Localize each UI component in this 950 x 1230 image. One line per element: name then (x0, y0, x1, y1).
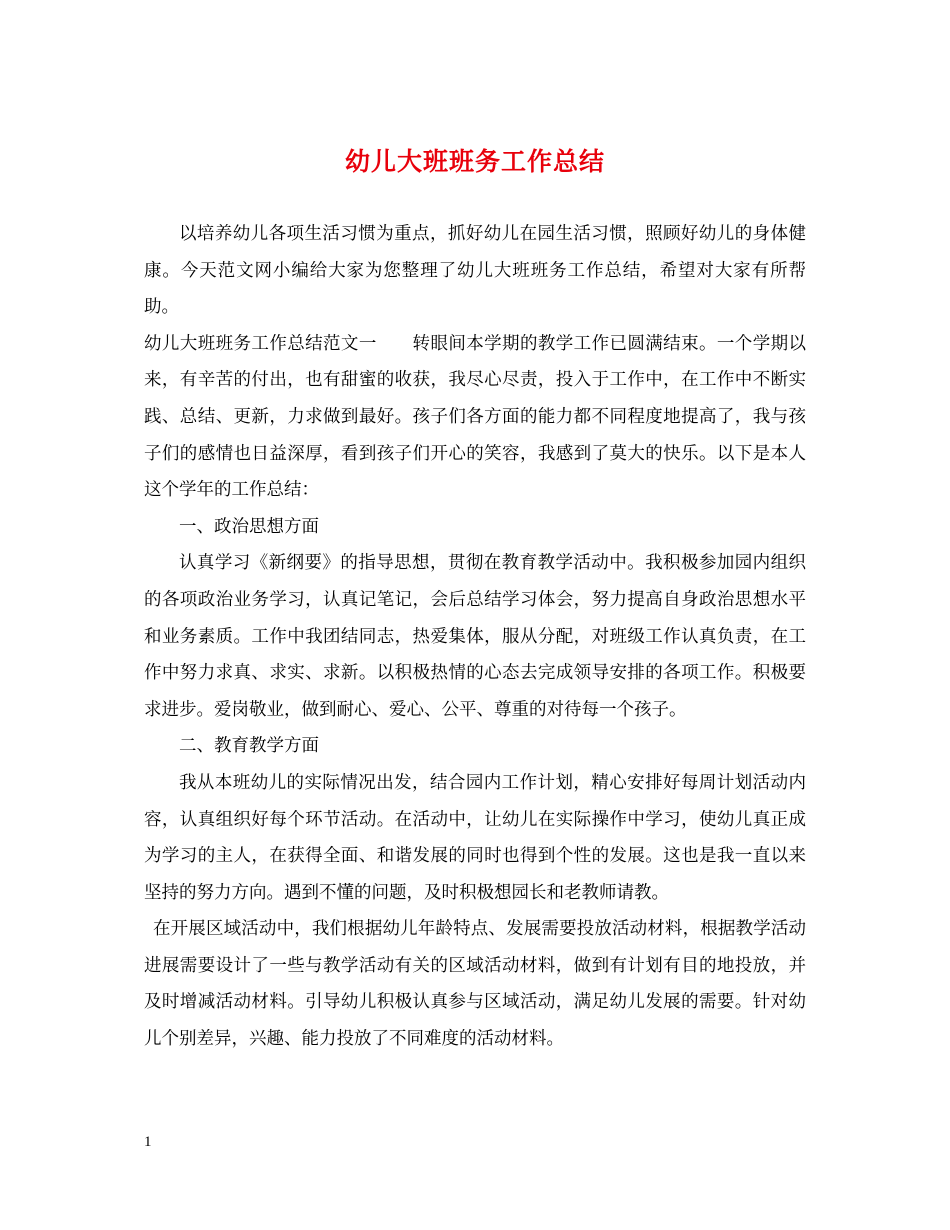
page-number: 1 (144, 1134, 152, 1150)
political-paragraph: 认真学习《新纲要》的指导思想，贯彻在教育教学活动中。我积极参加园内组织的各项政治业务学习，认真记笔记，会后总结学习体会，努力提高自身政治思想水平和业务素质。工作中我团结同志，热爱集体，服从分配，对班级工作认真负责，在工作中努力求真、求实、求新。以积极热情的心态去完成领导安排的各项工作。积极要求进步。爱岗敬业，做到耐心、爱心、公平、尊重的对待每一个孩子。 (144, 553, 806, 720)
section-heading-political: 一、政治思想方面 (179, 516, 319, 537)
intro-paragraph: 以培养幼儿各项生活习惯为重点，抓好幼儿在园生活习惯，照顾好幼儿的身体健康。今天范文网小编给大家为您整理了幼儿大班班务工作总结，希望对大家有所帮助。 (144, 224, 806, 318)
document-title: 幼儿大班班务工作总结 (344, 147, 605, 176)
section-heading-teaching: 二、教育教学方面 (179, 736, 319, 757)
teaching-paragraph: 我从本班幼儿的实际情况出发，结合园内工作计划，精心安排好每周计划活动内容，认真组织好每个环节活动。在活动中，让幼儿在实际操作中学习，使幼儿真正成为学习的主人，在获得全面、和谐发展的同时也得到个性的发展。这也是我一直以来坚持的努力方向。遇到不懂的问题，及时积极想园长和老教师请教。 (144, 772, 806, 903)
document-body (144, 216, 806, 1058)
sample-one-paragraph: 幼儿大班班务工作总结范文一 转眼间本学期的教学工作已圆满结束。一个学期以来，有辛苦的付出，也有甜蜜的收获，我尽心尽责，投入于工作中，在工作中不断实践、总结、更新，力求做到最好。孩子们各方面的能力都不同程度地提高了，我与孩子们的感情也日益深厚，看到孩子们开心的笑容，我感到了莫大的快乐。以下是本人这个学年的工作总结： (144, 333, 806, 501)
area-activity-paragraph: 在开展区域活动中，我们根据幼儿年龄特点、发展需要投放活动材料，根据教学活动进展需要设计了一些与教学活动有关的区域活动材料，做到有计划有目的地投放，并及时增减活动材料。引导幼儿积极认真参与区域活动，满足幼儿发展的需要。针对幼儿个别差异，兴趣、能力投放了不同难度的活动材料。 (144, 919, 806, 1050)
